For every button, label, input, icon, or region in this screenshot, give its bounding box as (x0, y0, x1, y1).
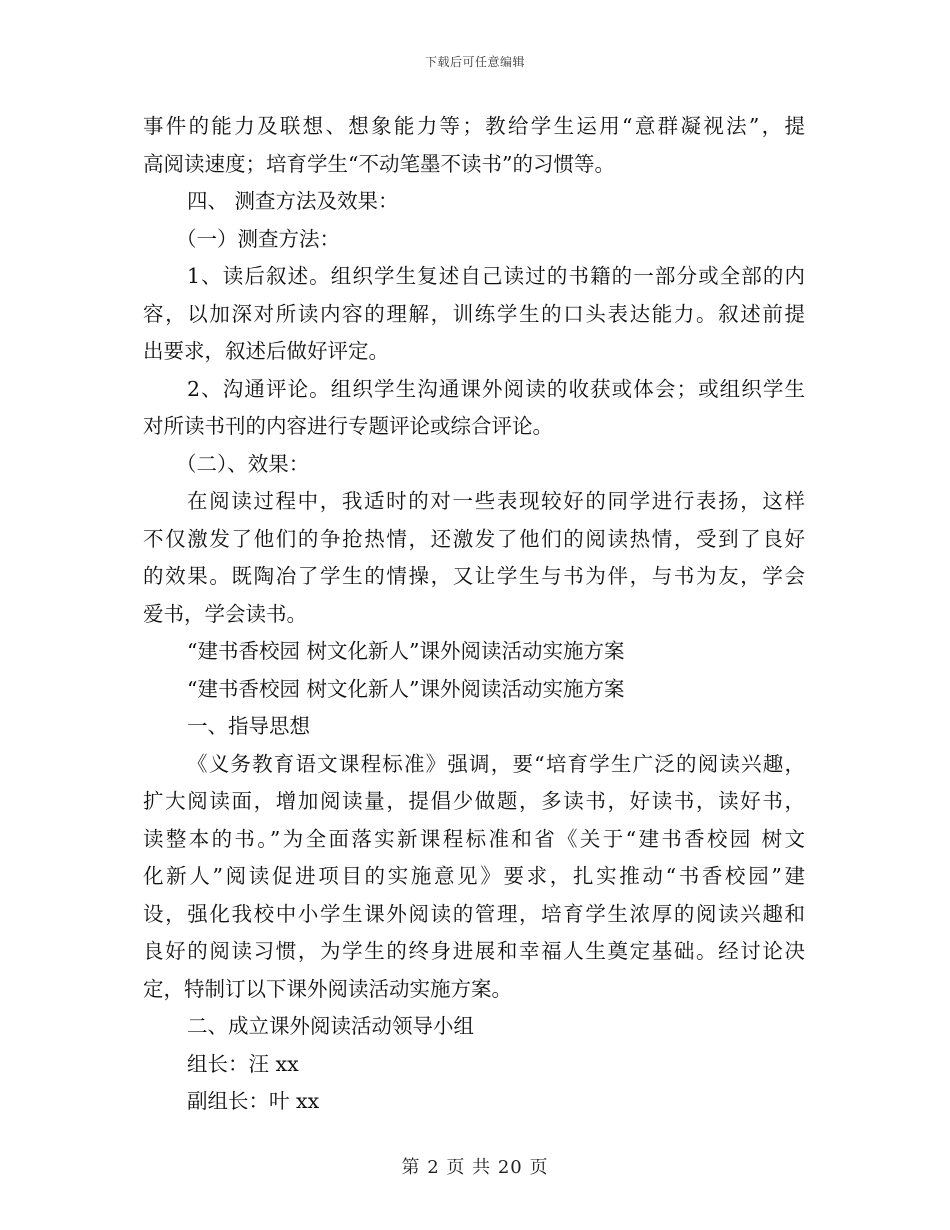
text-line: （二）、效果： (176, 451, 310, 476)
text-line: 出要求，叙述后做好评定。 (143, 339, 389, 363)
page-header: 下载后可任意编辑 (424, 55, 525, 69)
text-line: 二、成立课外阅读活动领导小组 (187, 1014, 474, 1038)
text-line: 一、指导思想 (187, 714, 310, 738)
text-line: 对所读书刊的内容进行专题评论或综合评论。 (143, 414, 553, 438)
text-line: 四、 测查方法及效果： (187, 189, 399, 213)
text-line: “建书香校园 树文化新人”课外阅读活动实施方案 (187, 676, 625, 701)
text-line: 读整本的书。”为全面落实新课程标准和省《关于“建书香校园 树文 (143, 826, 805, 851)
text-line: 1、读后叙述。组织学生复述自己读过的书籍的一部分或全部的内 (187, 264, 805, 288)
text-line: 扩大阅读面，增加阅读量，提倡少做题，多读书，好读书，读好书， (143, 789, 805, 813)
page-footer: 第 2 页 共 20 页 (401, 1157, 549, 1178)
text-line: 容，以加深对所读内容的理解，训练学生的口头表达能力。叙述前提 (143, 301, 805, 326)
text-line: 《义务教育语文课程标准》强调，要“培育学生广泛的阅读兴趣， (187, 751, 805, 776)
text-line: 化新人”阅读促进项目的实施意见》要求，扎实推动“书香校园”建 (143, 864, 805, 888)
text-line: 在阅读过程中，我适时的对一些表现较好的同学进行表扬，这样 (187, 489, 805, 513)
text-line: 的效果。既陶冶了学生的情操，又让学生与书为伴，与书为友，学会 (143, 564, 805, 588)
text-line: 设，强化我校中小学生课外阅读的管理，培育学生浓厚的阅读兴趣和 (143, 901, 805, 926)
text-line: 副组长：叶 xx (187, 1089, 320, 1113)
text-line: 不仅激发了他们的争抢热情，还激发了他们的阅读热情，受到了良好 (143, 526, 805, 551)
text-line: 定，特制订以下课外阅读活动实施方案。 (143, 976, 512, 1001)
text-line: 爱书，学会读书。 (143, 601, 307, 626)
text-line: 组长：汪 xx (187, 1051, 299, 1076)
document-body (143, 108, 805, 1121)
text-line: （一）测查方法： (176, 226, 340, 251)
text-line: 2、沟通评论。组织学生沟通课外阅读的收获或体会；或组织学生 (187, 376, 805, 401)
text-line: 事件的能力及联想、想象能力等；教给学生运用“意群凝视法”，提 (143, 114, 805, 138)
text-line: “建书香校园 树文化新人”课外阅读活动实施方案 (187, 639, 625, 663)
text-line: 良好的阅读习惯，为学生的终身进展和幸福人生奠定基础。经讨论决 (143, 939, 805, 963)
text-line: 高阅读速度；培育学生“不动笔墨不读书”的习惯等。 (143, 151, 615, 176)
